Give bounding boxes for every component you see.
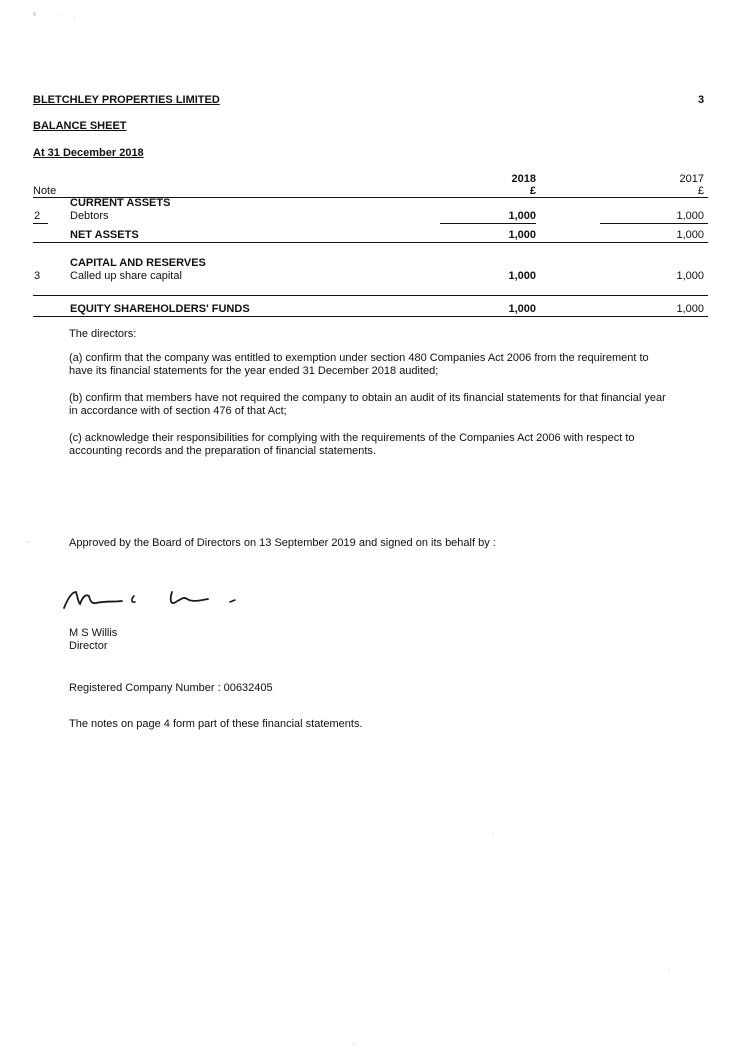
note-underline — [33, 223, 48, 224]
scan-speck: · — [668, 967, 671, 974]
row-prior-share-capital: 1,000 — [676, 270, 704, 282]
row-note-share-capital: 3 — [34, 270, 41, 282]
scan-speck: · — [492, 831, 495, 838]
row-label-equity-funds: EQUITY SHAREHOLDERS' FUNDS — [70, 303, 250, 315]
director-signature — [60, 584, 250, 614]
row-prior-equity-funds: 1,000 — [676, 303, 704, 315]
page-number: 3 — [698, 94, 705, 106]
row-label-share-capital: Called up share capital — [70, 270, 182, 282]
subtotal-rule-current — [440, 223, 536, 224]
col-header-prior-year: 2017 — [679, 173, 704, 185]
directors-statement-c: (c) acknowledge their responsibilities for complying with the requirements of the Companies Act 2006 with respect to accounting records and the preparation of financial statements. — [69, 432, 635, 457]
col-header-current-year: 2018 — [511, 173, 536, 185]
row-label-current-assets: CURRENT ASSETS — [70, 197, 171, 209]
signatory-title: Director — [69, 640, 108, 652]
net-assets-rule — [33, 242, 708, 243]
directors-statement-a: (a) confirm that the company was entitled to exemption under section 480 Companies Act 2006 from the requirement to have its financial statements for the year ended 31 December 2018 audited; — [69, 352, 649, 377]
scan-speck: · — [60, 11, 63, 18]
directors-intro: The directors: — [69, 328, 137, 340]
share-capital-rule — [33, 295, 708, 296]
scan-speck: ᵘ — [33, 12, 36, 19]
scan-speck: · — [352, 1040, 355, 1047]
col-header-current-currency: £ — [529, 185, 536, 197]
row-current-debtors: 1,000 — [508, 210, 536, 222]
notes-reference: The notes on page 4 form part of these financial statements. — [69, 718, 363, 730]
company-name: BLETCHLEY PROPERTIES LIMITED — [33, 94, 220, 106]
subtotal-rule-prior — [600, 223, 708, 224]
directors-statement-b: (b) confirm that members have not required the company to obtain an audit of its financial statements for that financial year in accordance with of section 476 of that Act; — [69, 392, 666, 417]
row-label-capital-reserves: CAPITAL AND RESERVES — [70, 257, 206, 269]
registered-company-number: Registered Company Number : 00632405 — [69, 682, 273, 694]
statement-date: At 31 December 2018 — [33, 147, 144, 159]
row-prior-net-assets: 1,000 — [676, 229, 704, 241]
col-header-note: Note — [33, 185, 57, 197]
row-label-net-assets: NET ASSETS — [70, 229, 139, 241]
signatory-name: M S Willis — [69, 627, 118, 639]
row-current-net-assets: 1,000 — [508, 229, 536, 241]
row-label-debtors: Debtors — [70, 210, 109, 222]
scan-speck: ˌ — [73, 12, 76, 19]
row-current-equity-funds: 1,000 — [508, 303, 536, 315]
equity-funds-rule — [33, 316, 708, 317]
row-current-share-capital: 1,000 — [508, 270, 536, 282]
row-prior-debtors: 1,000 — [676, 210, 704, 222]
row-note-debtors: 2 — [34, 210, 41, 222]
statement-title: BALANCE SHEET — [33, 120, 127, 132]
approval-text: Approved by the Board of Directors on 13 September 2019 and signed on its behalf by : — [69, 537, 496, 549]
col-header-prior-currency: £ — [697, 185, 704, 197]
scan-speck: ·· — [25, 539, 30, 546]
